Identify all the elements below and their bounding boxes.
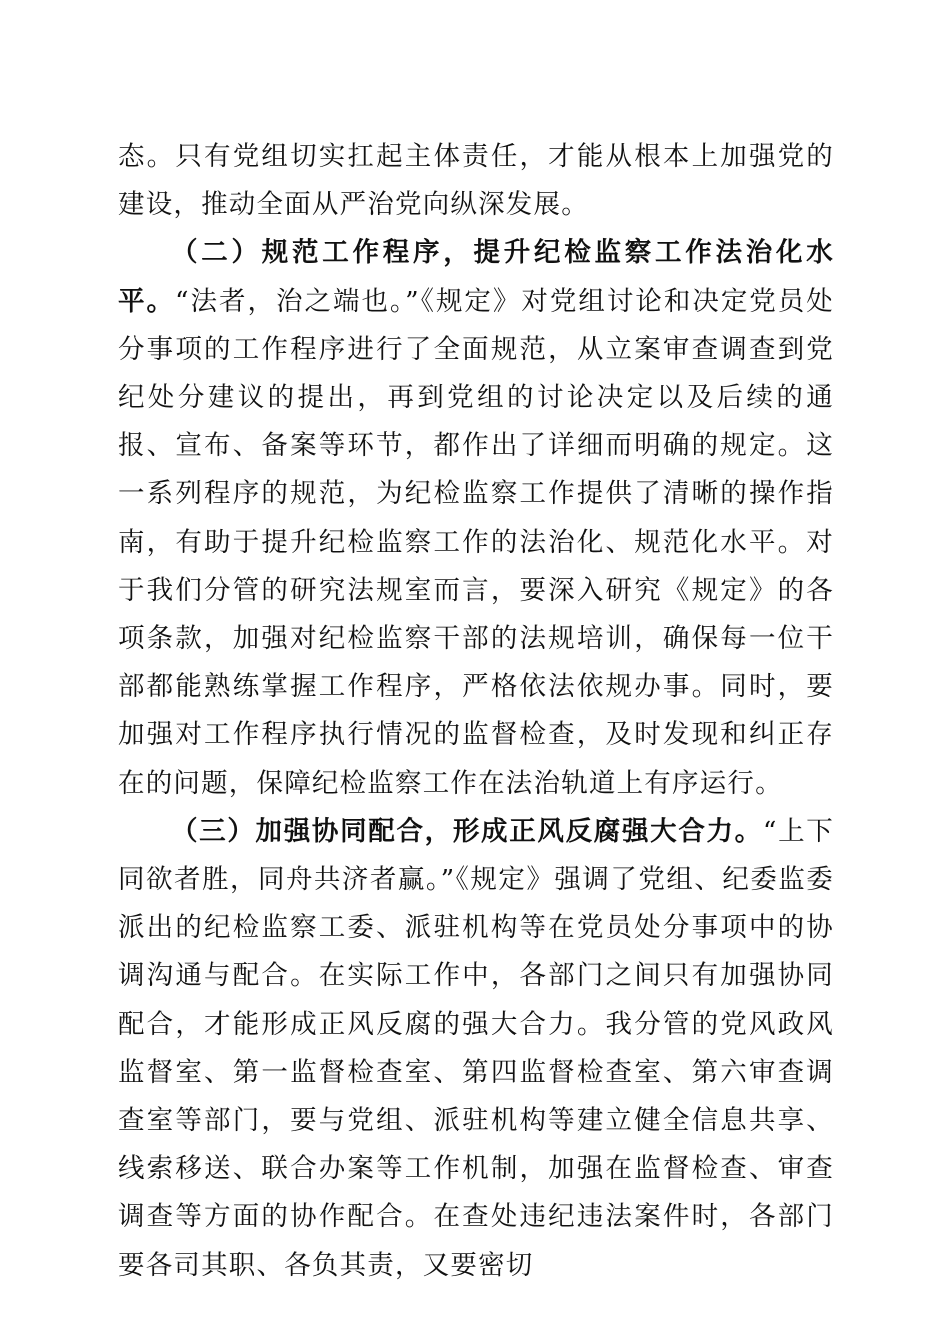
- paragraph-text: 态。只有党组切实扛起主体责任，才能从根本上加强党的建设，推动全面从严治党向纵深发展。: [118, 141, 834, 221]
- document-body: [118, 133, 834, 1290]
- section-3-text: “上下同欲者胜，同舟共济者赢。”《规定》强调了党组、纪委监委派出的纪检监察工委、派驻机构等在党员处分事项中的协调沟通与配合。在实际工作中，各部门之间只有加强协同配合，才能形成正风反腐的强大合力。我分管的党风政风监督室、第一监督检查室、第四监督检查室、第六审查调查室等部门，要与党组、派驻机构等建立健全信息共享、线索移送、联合办案等工作机制，加强在监督检查、审查调查等方面的协作配合。在查处违纪违法案件时，各部门要各司其职、各负其责，又要密切: [118, 815, 834, 1281]
- paragraph-section-3: [118, 808, 834, 1290]
- section-2-text: “法者，治之端也。”《规定》对党组讨论和决定党员处分事项的工作程序进行了全面规范，从立案审查调查到党纪处分建议的提出，再到党组的讨论决定以及后续的通报、宣布、备案等环节，都作出了详细而明确的规定。这一系列程序的规范，为纪检监察工作提供了清晰的操作指南，有助于提升纪检监察工作的法治化、规范化水平。对于我们分管的研究法规室而言，要深入研究《规定》的各项条款，加强对纪检监察干部的法规培训，确保每一位干部都能熟练掌握工作程序，严格依法依规办事。同时，要加强对工作程序执行情况的监督检查，及时发现和纠正存在的问题，保障纪检监察工作在法治轨道上有序运行。: [118, 285, 834, 799]
- section-3-heading: （三）加强协同配合，形成正风反腐强大合力。: [171, 815, 763, 847]
- section-2-heading: （二）规范工作程序，提升纪检监察工作法治化水平。: [118, 237, 834, 317]
- paragraph-continuation: [118, 133, 834, 229]
- paragraph-section-2: [118, 229, 834, 807]
